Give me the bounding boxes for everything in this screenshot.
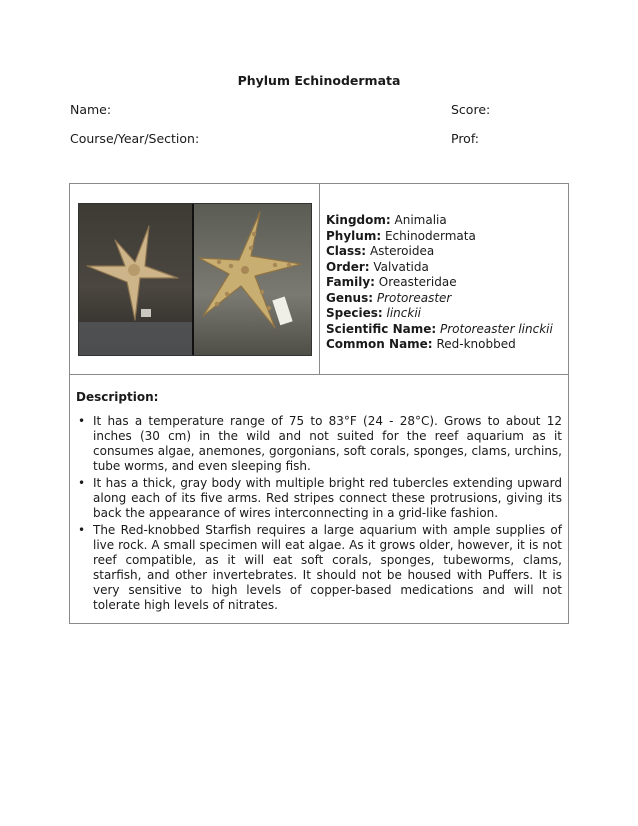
taxonomy-value: Protoreaster linckii [440,321,553,336]
taxonomy-label: Kingdom: [326,213,391,227]
taxonomy-phylum [326,229,553,245]
taxonomy-value: Protoreaster [376,290,452,305]
taxonomy-value: linckii [386,306,422,320]
taxonomy-value: Valvatida [373,259,429,274]
prof-label: Prof: [451,131,479,146]
taxonomy-family [326,275,553,291]
taxonomy-common-name [326,337,553,353]
page-title: Phylum Echinodermata [237,73,401,88]
taxonomy-label: Class: [326,244,367,258]
list-item-text: It has a thick, gray body with multiple bright red tubercles extending upward along each of its five arms. Red stripes connect these protrusions, giving its back the appearance of wires interconnecting in a grid-like fashion. [93,476,562,520]
row-divider [70,374,568,375]
list-item-text: The Red-knobbed Starfish requires a large aquarium with ample supplies of live rock. A small specimen will eat algae. As it grows older, however, it is not reef compatible, as it will eat soft corals, sponges, tubeworms, clams, starfish, and other invertebrates. It should not be housed with Puffers. It is very sensitive to high levels of copper-based medications and will not tolerate high levels of nitrates. [93,523,562,612]
description-heading: Description: [76,390,159,404]
score-label: Score: [451,102,491,117]
taxonomy-label: Scientific Name: [326,321,437,336]
taxonomy-label: Genus: [326,290,374,305]
taxonomy-value: Animalia [394,213,447,227]
taxonomy-value: Oreasteridae [378,275,457,289]
bullet-icon: • [78,523,86,537]
bullet-icon: • [78,476,86,490]
taxonomy-kingdom [326,213,553,229]
course-label: Course/Year/Section: [70,131,200,146]
taxonomy-genus [326,291,553,307]
list-item [76,414,562,474]
taxonomy-value: Red-knobbed [436,337,516,351]
taxonomy-list [326,213,553,353]
taxonomy-class [326,244,553,260]
bullet-icon: • [78,414,86,428]
starfish-photo [78,203,312,356]
taxonomy-label: Common Name: [326,337,433,351]
taxonomy-order [326,260,553,276]
taxonomy-label: Species: [326,306,383,320]
taxonomy-label: Order: [326,259,370,274]
taxonomy-value: Echinodermata [384,228,476,243]
list-item-text: It has a temperature range of 75 to 83°F (24 - 28°C). Grows to about 12 inches (30 cm) in the wild and not suited for the reef aquarium as it consumes algae, anemones, gorgonians, soft corals, sponges, clams, urchins, tube worms, and even sleeping fish. [93,414,562,473]
column-divider [319,184,320,374]
taxonomy-label: Phylum: [326,228,382,243]
name-label: Name: [70,102,112,117]
specimen-sheet [69,183,569,624]
taxonomy-species [326,306,553,322]
taxonomy-label: Family: [326,275,375,289]
list-item [76,523,562,613]
taxonomy-scientific-name [326,322,553,338]
list-item [76,476,562,521]
description-list [76,414,562,615]
taxonomy-value: Asteroidea [369,244,435,258]
